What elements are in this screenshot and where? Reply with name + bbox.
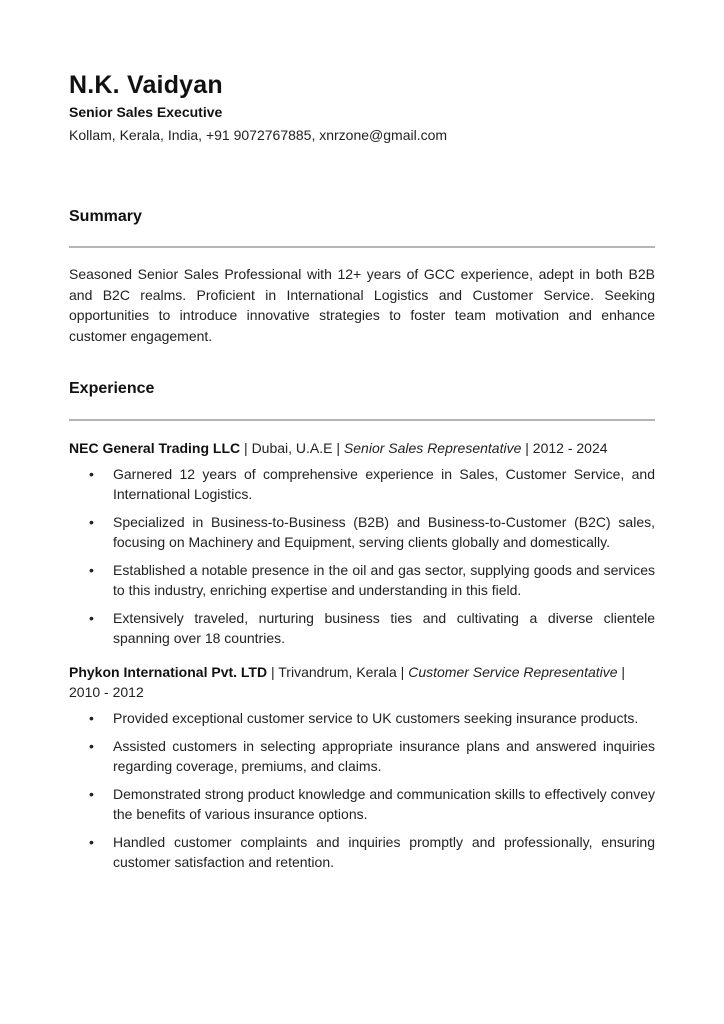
- job-period: 2012 - 2024: [532, 440, 608, 456]
- bullet-item: [69, 464, 655, 504]
- separator: |: [267, 664, 279, 680]
- job-bullets: [69, 708, 655, 872]
- bullet-text: Assisted customers in selecting appropriate insurance plans and answered inquiries regarding coverage, premiums, and claims.: [113, 738, 655, 774]
- job-location: Trivandrum, Kerala: [278, 664, 397, 680]
- bullet-item: [69, 784, 655, 824]
- bullet-text: Provided exceptional customer service to UK customers seeking insurance products.: [113, 710, 639, 726]
- job-company: Phykon International Pvt. LTD: [69, 664, 268, 680]
- contact-info: Kollam, Kerala, India, +91 9072767885, xnrzone@gmail.com: [69, 127, 448, 143]
- separator: |: [332, 440, 344, 456]
- job-header: [69, 662, 655, 702]
- bullet-text: Specialized in Business-to-Business (B2B) and Business-to-Customer (B2C) sales, focusing on Machinery and Equipment, serving clients globally and domestically.: [113, 514, 655, 550]
- bullet-text: Demonstrated strong product knowledge and communication skills to effectively convey the benefits of various insurance options.: [113, 786, 655, 822]
- bullet-icon: •: [89, 710, 94, 726]
- experience-heading: Experience: [69, 380, 155, 397]
- bullet-item: [69, 512, 655, 552]
- bullet-item: [69, 608, 655, 648]
- job-location: Dubai, U.A.E: [251, 440, 333, 456]
- job-period: 2010 - 2012: [69, 684, 144, 700]
- summary-divider: [69, 246, 655, 248]
- separator: |: [617, 664, 626, 680]
- job-header: [69, 438, 655, 458]
- job-role: Senior Sales Representative: [343, 440, 522, 456]
- bullet-text: Handled customer complaints and inquiries promptly and professionally, ensuring customer satisfaction and retention.: [113, 834, 655, 870]
- job-entry: [69, 662, 655, 872]
- job-entry: [69, 438, 655, 648]
- candidate-title: Senior Sales Executive: [69, 104, 223, 120]
- experience-divider: [69, 419, 655, 421]
- bullet-text: Garnered 12 years of comprehensive experience in Sales, Customer Service, and International Logistics.: [113, 466, 655, 502]
- bullet-icon: •: [89, 562, 94, 578]
- bullet-item: [69, 708, 655, 728]
- bullet-icon: •: [89, 738, 94, 754]
- bullet-item: [69, 832, 655, 872]
- bullet-text: Established a notable presence in the oil and gas sector, supplying goods and services to this industry, enriching expertise and understanding in this field.: [113, 562, 655, 598]
- resume-page: [69, 70, 655, 880]
- bullet-item: [69, 560, 655, 600]
- bullet-icon: •: [89, 466, 94, 482]
- bullet-item: [69, 736, 655, 776]
- separator: |: [396, 664, 409, 680]
- bullet-icon: •: [89, 786, 94, 802]
- bullet-icon: •: [89, 514, 94, 530]
- summary-heading: Summary: [69, 208, 142, 225]
- separator: |: [240, 440, 252, 456]
- candidate-name: N.K. Vaidyan: [69, 71, 223, 99]
- bullet-text: Extensively traveled, nurturing business ties and cultivating a diverse clientele spanning over 18 countries.: [113, 610, 655, 646]
- bullet-icon: •: [89, 834, 94, 850]
- job-bullets: [69, 464, 655, 648]
- summary-text: Seasoned Senior Sales Professional with 12+ years of GCC experience, adept in both B2B and B2C realms. Proficient in International Logistics and Customer Service. Seeking opportunities to introduce innovative strategies to foster team motivation and enhance customer engagement.: [69, 266, 655, 344]
- job-role: Customer Service Representative: [408, 664, 618, 680]
- bullet-icon: •: [89, 610, 94, 626]
- separator: |: [521, 440, 533, 456]
- job-company: NEC General Trading LLC: [69, 440, 241, 456]
